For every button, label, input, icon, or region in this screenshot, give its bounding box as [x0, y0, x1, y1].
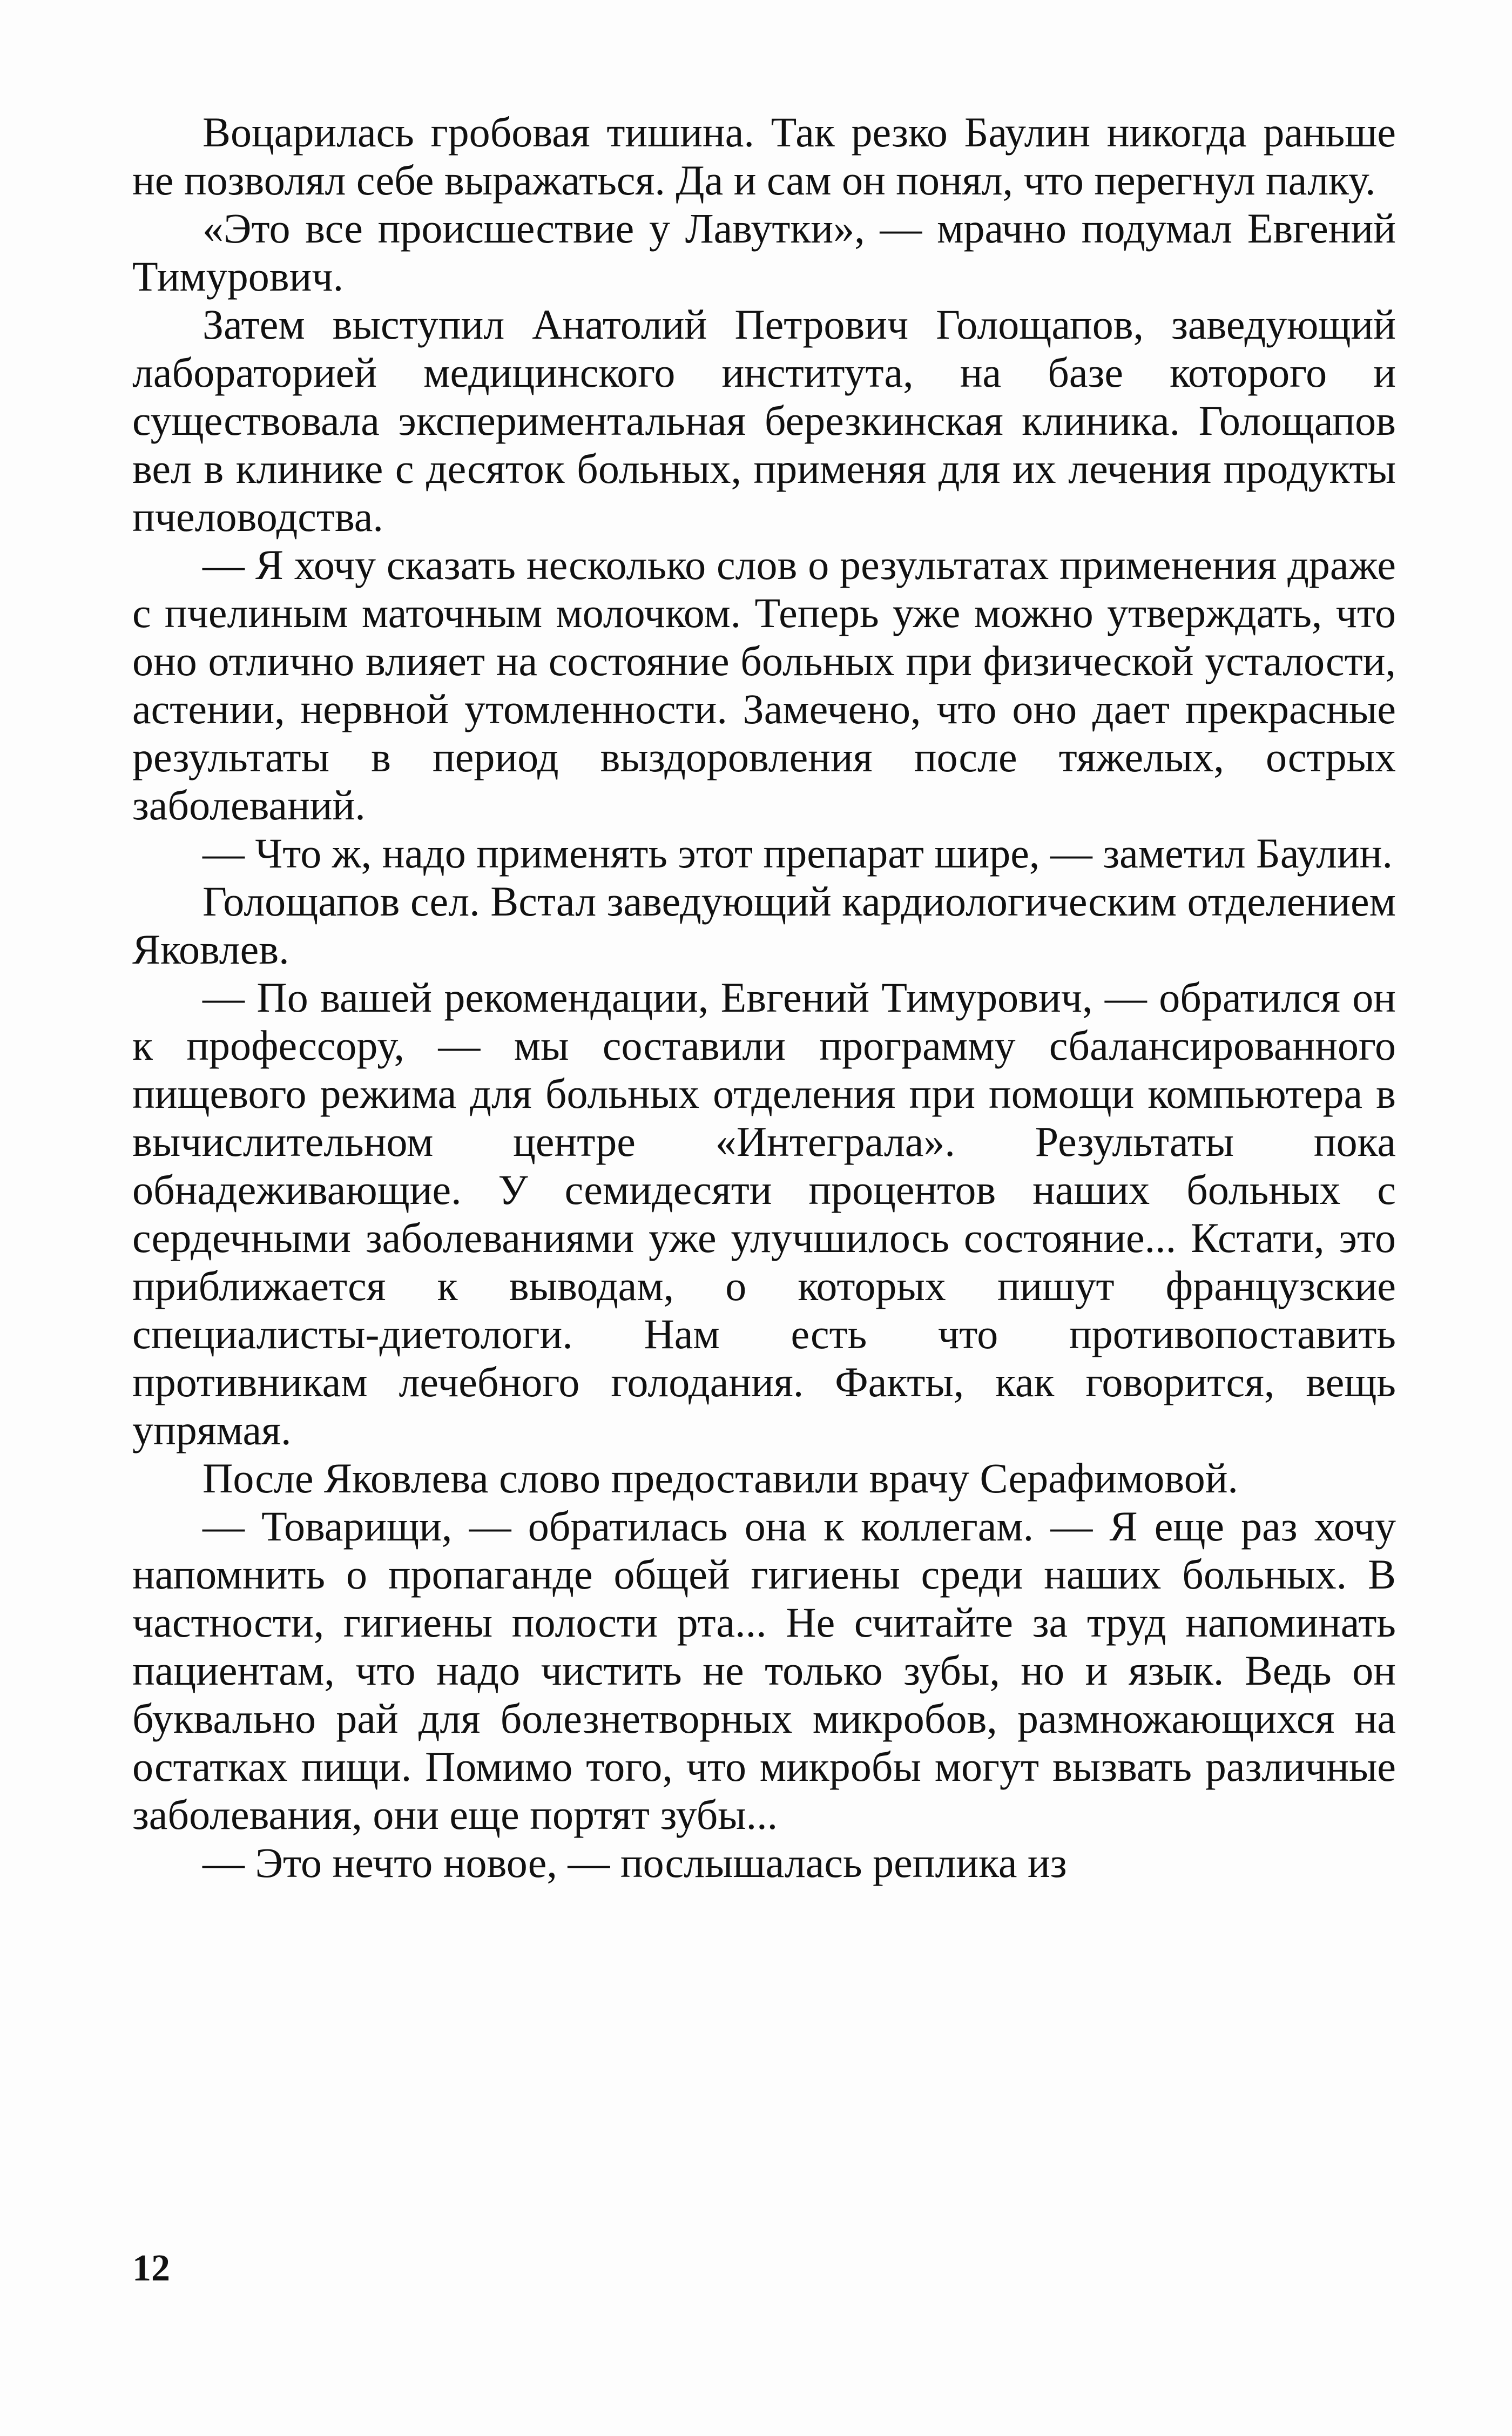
- paragraph-9: — Товарищи, — обратилась она к коллегам. — Я еще раз хочу напомнить о пропаганде общей гигиены среди наших больных. В частности, гигиены полости рта... Не считайте за труд напоминать пациентам, что надо чистить не только зубы, но и язык. Ведь он буквально рай для болезнетворных микробов, размножающихся на остатках пищи. Помимо того, что микробы могут вызвать различные заболевания, они еще портят зубы...: [132, 1503, 1396, 1838]
- body-text: [132, 108, 1396, 1887]
- paragraph-8: После Яковлева слово предоставили врачу Серафимовой.: [202, 1455, 1238, 1502]
- paragraph-1: Воцарилась гробовая тишина. Так резко Баулин никогда раньше не позволял себе выражаться. Да и сам он понял, что перегнул палку.: [132, 109, 1396, 204]
- paragraph-3: Затем выступил Анатолий Петрович Голощапов, заведующий лабораторией медицинского института, на базе которого и существовала экспериментальная березкинская клиника. Голощапов вел в клинике с десяток больных, применяя для их лечения продукты пчеловодства.: [132, 301, 1396, 540]
- paragraph-6: Голощапов сел. Встал заведующий кардиологическим отделением Яковлев.: [132, 878, 1396, 973]
- paragraph-5: — Что ж, надо применять этот препарат шире, — заметил Баулин.: [202, 830, 1393, 877]
- paragraph-10: — Это нечто новое, — послышалась реплика из: [202, 1839, 1067, 1886]
- page-number: 12: [132, 2247, 170, 2289]
- paragraph-4: — Я хочу сказать несколько слов о результатах применения драже с пчелиным маточным молочком. Теперь уже можно утверждать, что оно отлично влияет на состояние больных при физической усталости, астении, нервной утомленности. Замечено, что оно дает прекрасные результаты в период выздоровления после тяжелых, острых заболеваний.: [132, 541, 1396, 829]
- paragraph-2: «Это все происшествие у Лавутки», — мрачно подумал Евгений Тимурович.: [132, 205, 1396, 300]
- paragraph-7: — По вашей рекомендации, Евгений Тимурович, — обратился он к профессору, — мы составили программу сбалансированного пищевого режима для больных отделения при помощи компьютера в вычислительном центре «Интеграла». Результаты пока обнадеживающие. У семидесяти процентов наших больных с сердечными заболеваниями уже улучшилось состояние... Кстати, это приближается к выводам, о которых пишут французские специалисты-диетологи. Нам есть что противопоставить противникам лечебного голодания. Факты, как говорится, вещь упрямая.: [132, 974, 1396, 1453]
